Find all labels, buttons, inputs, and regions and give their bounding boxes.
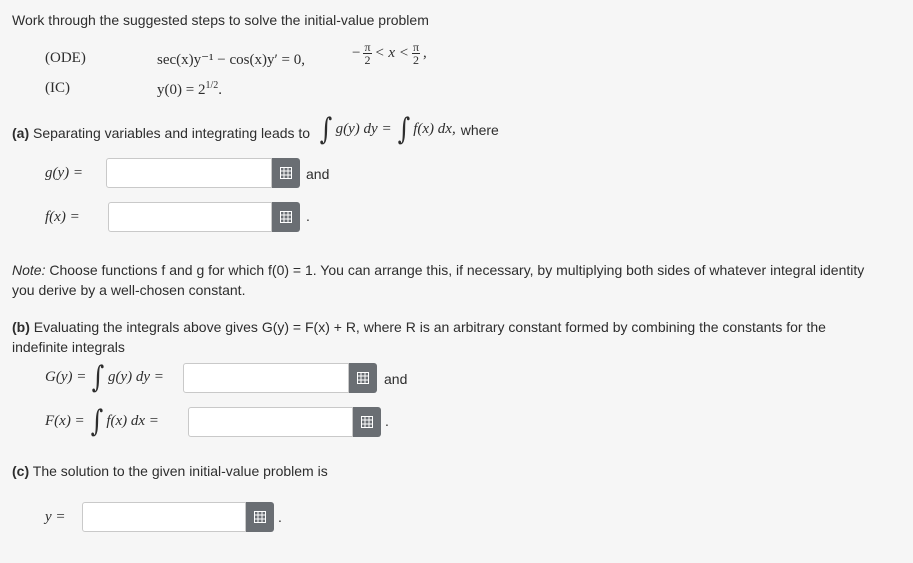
intro-text: Work through the suggested steps to solve the initial-value problem [12,12,429,28]
and-text-a: and [306,166,330,182]
part-c-description: The solution to the given initial-value problem is [32,463,328,479]
keyboard-palette-icon [357,372,369,384]
f-palette-button[interactable] [272,202,300,232]
integral-sign-icon: ∫ [90,404,103,439]
y-palette-button[interactable] [246,502,274,532]
ic-end: . [218,82,222,98]
domain-right-fraction [412,41,420,66]
domain-inequality [352,41,427,66]
domain-middle: < x < [374,45,409,61]
F-integral: f(x) dx = [106,413,159,429]
F-expression [45,404,159,439]
integral-sign-icon: ∫ [397,112,410,147]
integral-sign-icon: ∫ [319,112,333,147]
domain-left-denominator: 2 [364,53,371,67]
part-c-text [12,463,328,479]
part-a-description: Separating variables and integrating leads to [33,125,311,141]
F-palette-button[interactable] [353,407,381,437]
G-expression [45,360,164,395]
part-a-integral-identity [318,112,499,147]
G-palette-button[interactable] [349,363,377,393]
and-text-b: and [384,371,408,387]
keyboard-palette-icon [280,211,292,223]
note-label: Note: [12,262,46,278]
integral-right: f(x) dx, [413,121,456,137]
ic-lhs: y(0) = 2 [157,82,206,98]
domain-right-denominator: 2 [412,53,419,67]
y-label: y = [45,509,66,525]
period-b: . [385,413,389,429]
G-integral: g(y) dy = [108,369,164,385]
domain-left-numerator: π [364,40,371,54]
ic-label: (IC) [45,80,70,96]
F-input[interactable] [188,407,353,437]
g-input[interactable] [106,158,272,188]
where-text: where [460,121,499,138]
G-input[interactable] [183,363,349,393]
f-input[interactable] [108,202,272,232]
ode-label: (ODE) [45,50,86,66]
keyboard-palette-icon [280,167,292,179]
period-a: . [306,208,310,224]
note-text-1: Choose functions f and g for which f(0) = 1. You can arrange this, if necessary, by multiplying both sides of whatever integral identity [49,262,865,278]
domain-minus: − [352,45,361,61]
domain-left-fraction [363,41,371,66]
F-lhs: F(x) = [45,413,85,429]
g-palette-button[interactable] [272,158,300,188]
part-b-line-2: indefinite integrals [12,339,125,355]
integral-sign-icon: ∫ [91,360,105,395]
keyboard-palette-icon [254,511,266,523]
y-input[interactable] [82,502,246,532]
note-line-2: you derive by a well-chosen constant. [12,282,246,298]
period-c: . [278,509,282,525]
ic-exponent: 1/2 [205,80,219,91]
part-a-label: (a) [12,125,30,141]
domain-right-numerator: π [412,40,419,54]
f-label: f(x) = [45,209,80,225]
keyboard-palette-icon [361,416,373,428]
g-label: g(y) = [45,165,84,181]
part-c-label: (c) [12,463,30,479]
note-line-1 [12,262,864,278]
ode-equation: sec(x)y⁻¹ − cos(x)y′ = 0, [157,52,305,68]
part-a-text [12,125,310,141]
part-b-text-1: Evaluating the integrals above gives G(y) = F(x) + R, where R is an arbitrary constant formed by combining the constants for the [33,319,826,335]
part-b-label: (b) [12,319,30,335]
integral-left: g(y) dy = [335,121,392,137]
ic-equation [157,80,222,99]
part-b-line-1 [12,319,826,335]
G-lhs: G(y) = [45,369,87,385]
domain-end: , [423,45,427,61]
